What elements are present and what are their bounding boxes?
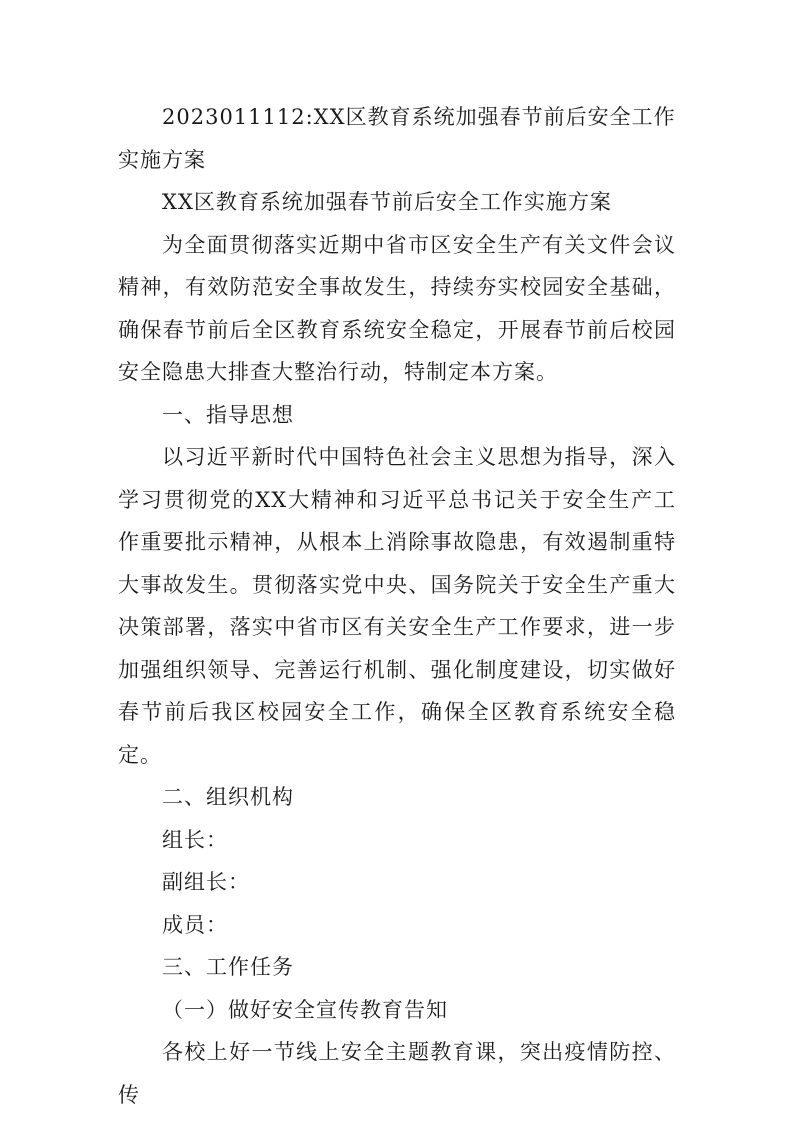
document-page bbox=[118, 96, 676, 1116]
intro-paragraph: 为全面贯彻落实近期中省市区安全生产有关文件会议精神，有效防范安全事故发生，持续夯实校园安全基础，确保春节前后全区教育系统安全稳定，开展春节前后校园安全隐患大排查大整治行动，特制定本方案。 bbox=[118, 232, 676, 384]
members-line: 成员： bbox=[162, 912, 228, 937]
section-2-title: 二、组织机构 bbox=[162, 785, 294, 809]
leader-line: 组长： bbox=[162, 827, 228, 852]
subsection-1-body: 各校上好一节线上安全主题教育课，突出疫情防控、传 bbox=[118, 1040, 676, 1107]
document-subtitle: XX区教育系统加强春节前后安全工作实施方案 bbox=[162, 190, 612, 214]
section-1-title: 一、指导思想 bbox=[162, 402, 294, 427]
document-heading: 2023011112:XX区教育系统加强春节前后安全工作实施方案 bbox=[118, 105, 676, 172]
deputy-leader-line: 副组长： bbox=[162, 870, 250, 894]
section-1-body: 以习近平新时代中国特色社会主义思想为指导，深入学习贯彻党的XX大精神和习近平总书记关于安全生产工作重要批示精神，从根本上消除事故隐患，有效遏制重特大事故发生。贯彻落实党中央、国务院关于安全生产重大决策部署，落实中省市区有关安全生产工作要求，进一步加强组织领导、完善运行机制、强化制度建设，切实做好春节前后我区校园安全工作，确保全区教育系统安全稳定。 bbox=[118, 445, 676, 767]
section-3-title: 三、工作任务 bbox=[162, 955, 294, 979]
subsection-1-title: （一）做好安全宣传教育告知 bbox=[162, 997, 448, 1022]
